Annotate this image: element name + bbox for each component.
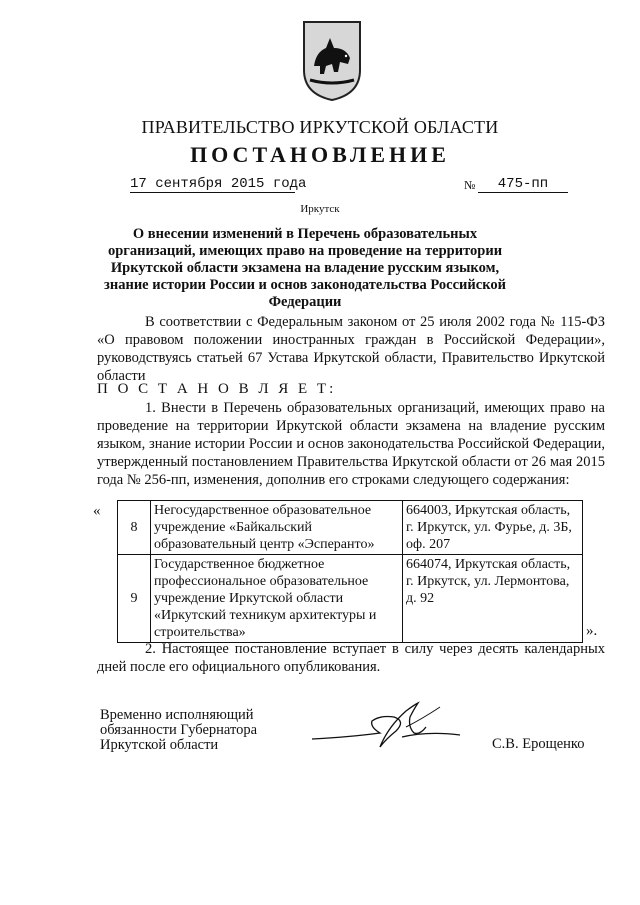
decree-word: П О С Т А Н О В Л Я Е Т: <box>97 381 337 397</box>
quote-close: ». <box>586 623 598 639</box>
signatory-name: С.В. Ерощенко <box>492 736 585 752</box>
item-2: 2. Настоящее постановление вступает в силу через десять календарных дней после его официального опубликования. <box>97 641 605 675</box>
inserted-rows-table <box>117 500 583 643</box>
table-row <box>118 555 583 643</box>
organization-address: 664074, Иркутская область, г. Иркутск, ул. Лермонтова, д. 92 <box>403 555 583 643</box>
position-line: Временно исполняющий <box>100 707 254 723</box>
organization-name: Негосударственное образовательное учреждение «Байкальский образовательный центр «Эсперанто» <box>151 501 403 555</box>
document-subject: О внесении изменений в Перечень образовательных организаций, имеющих право на проведение на территории Иркутской области экзамена на владение русским языком, знание истории России и основ законодательства Российской Федерации <box>104 226 506 311</box>
position-line: обязанности Губернатора <box>100 722 258 738</box>
handwritten-signature <box>310 697 480 767</box>
row-number: 8 <box>118 501 151 555</box>
number-label: № <box>464 178 476 192</box>
signatory-position <box>100 708 257 753</box>
table-row <box>118 501 583 555</box>
document-date: 17 сентября 2015 года <box>130 176 307 192</box>
date-underline <box>130 192 295 193</box>
item-1: 1. Внести в Перечень образовательных организаций, имеющих право на проведение на территории Иркутской области экзамена на владение русским языком, знание истории России и основ законодательства Российской Федерации, утвержденный постановлением Правительства Иркутской области от 26 мая 2015 года № 256-пп, изменения, дополнив его строками следующего содержания: <box>97 400 605 488</box>
government-name: ПРАВИТЕЛЬСТВО ИРКУТСКОЙ ОБЛАСТИ <box>141 117 499 137</box>
organization-address: 664003, Иркутская область, г. Иркутск, ул. Фурье, д. 3Б, оф. 207 <box>403 501 583 555</box>
preamble: В соответствии с Федеральным законом от 25 июля 2002 года № 115-ФЗ «О правовом положении иностранных граждан в Российской Федерации», руководствуясь статьей 67 Устава Иркутской области, Правительство Иркутской области <box>97 314 605 384</box>
quote-open: « <box>93 503 101 519</box>
organization-name: Государственное бюджетное профессиональное образовательное учреждение Иркутской области «Иркутский техникум архитектуры и строительства» <box>151 555 403 643</box>
position-line: Иркутской области <box>100 737 219 753</box>
document-type: ПОСТАНОВЛЕНИЕ <box>190 142 450 167</box>
document-number: 475-пп <box>478 176 568 193</box>
row-number: 9 <box>118 555 151 643</box>
city: Иркутск <box>300 203 340 215</box>
irkutsk-coat-of-arms-icon <box>300 18 364 102</box>
